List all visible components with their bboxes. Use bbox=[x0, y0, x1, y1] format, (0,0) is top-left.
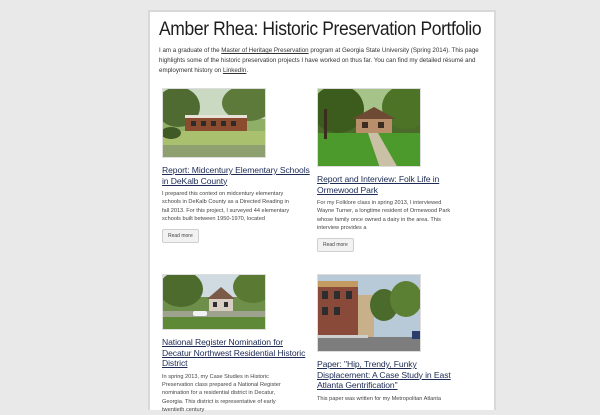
post-excerpt: This paper was written for my Metropolitan Atlanta bbox=[317, 395, 442, 402]
intro-text-3: . bbox=[246, 67, 249, 74]
intro-text-2: program at Georgia State University (Spring 2014). This page highlights some of the historic preservation projects I have worked on thus far. You can find my detailed résumé and employment history on bbox=[159, 47, 479, 74]
intro-paragraph bbox=[159, 46, 489, 76]
post-item bbox=[162, 88, 312, 243]
post-title-link[interactable]: Paper: "Hip, Trendy, Funky Displacement: A Case Study in East Atlanta Gentrification" bbox=[317, 359, 451, 390]
post-item bbox=[317, 274, 467, 403]
post-excerpt: I prepared this context on midcentury elementary schools in DeKalb County as a Directed Reading in fall 2013. For this project, I surveyed 44 elementary schools built between 1950-1970, located bbox=[162, 191, 290, 223]
read-more-button[interactable]: Read more bbox=[317, 238, 354, 252]
post-item bbox=[162, 274, 312, 415]
post-thumbnail-district[interactable] bbox=[162, 274, 266, 330]
post-item bbox=[317, 88, 467, 252]
post-thumbnail-school[interactable] bbox=[162, 88, 266, 158]
post-thumbnail-house[interactable] bbox=[317, 88, 421, 167]
post-title-link[interactable]: National Register Nomination for Decatur Northwest Residential Historic District bbox=[162, 337, 306, 368]
read-more-button[interactable]: Read more bbox=[162, 229, 199, 243]
heritage-preservation-link[interactable]: Master of Heritage Preservation bbox=[221, 47, 309, 54]
post-title-link[interactable]: Report: Midcentury Elementary Schools in DeKalb County bbox=[162, 165, 310, 186]
post-excerpt: In spring 2013, my Case Studies in Historic Preservation class prepared a National Register nomination for a residential district in Decatur, Georgia. This district is representative of early twentieth century bbox=[162, 373, 281, 414]
post-thumbnail-street[interactable] bbox=[317, 274, 421, 352]
linkedin-link[interactable]: LinkedIn bbox=[222, 67, 247, 74]
post-excerpt: For my Folklore class in spring 2013, I interviewed Wayne Turner, a longtime resident of Ormewood Park whose family once owned a dairy in the area. This interview provides a bbox=[317, 200, 451, 232]
post-title-link[interactable]: Report and Interview: Folk Life in Ormewood Park bbox=[317, 174, 440, 195]
intro-text-1: I am a graduate of the bbox=[159, 47, 222, 54]
site-title[interactable]: Amber Rhea: Historic Preservation Portfolio bbox=[159, 19, 482, 40]
content-page bbox=[148, 10, 496, 414]
